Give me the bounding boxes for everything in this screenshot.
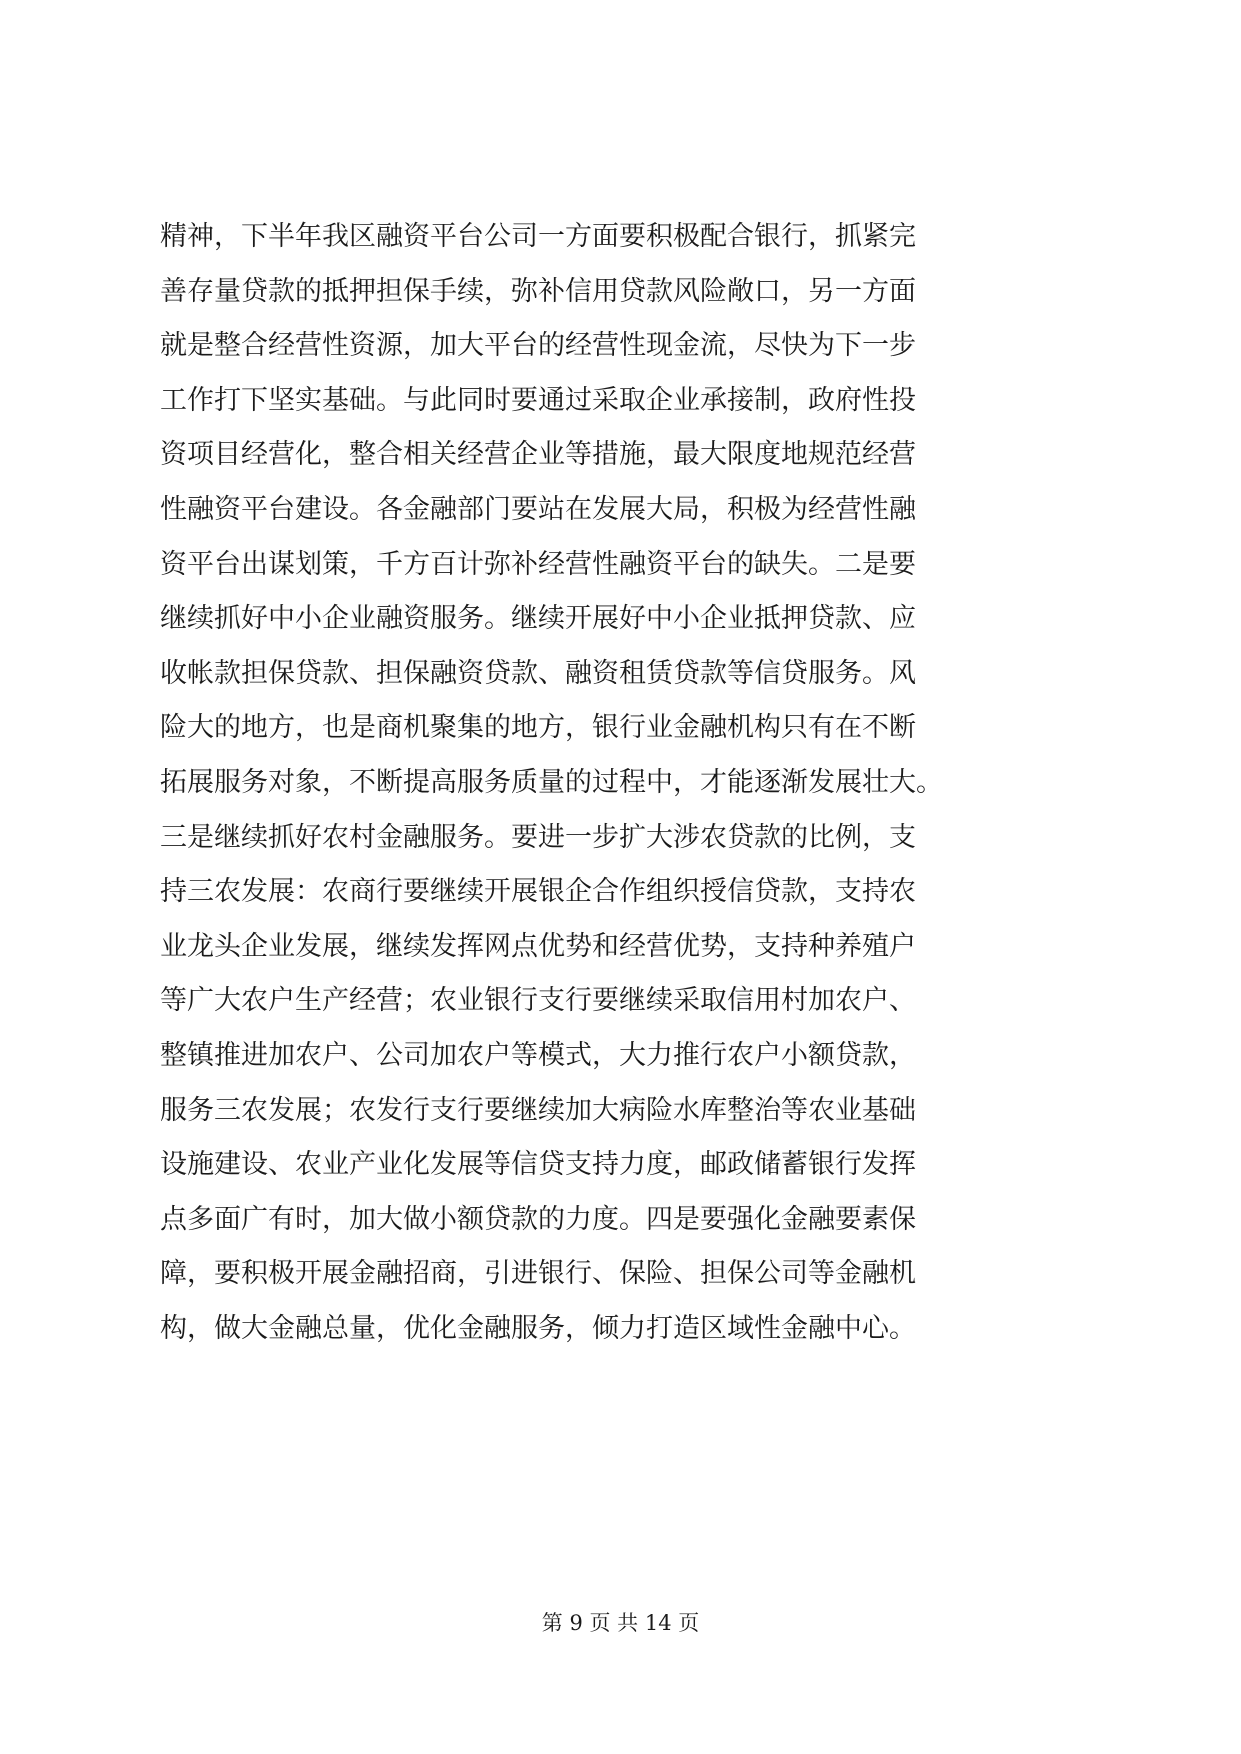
text-line: 工作打下坚实基础。与此同时要通过采取企业承接制，政府性投 xyxy=(160,384,916,416)
text-line: 障，要积极开展金融招商，引进银行、保险、担保公司等金融机 xyxy=(160,1258,916,1290)
page-number-footer: 第 9 页 共 14 页 xyxy=(541,1611,700,1635)
text-line: 点多面广有时，加大做小额贷款的力度。四是要强化金融要素保 xyxy=(160,1203,916,1235)
text-line: 就是整合经营性资源，加大平台的经营性现金流，尽快为下一步 xyxy=(160,330,916,362)
text-line: 三是继续抓好农村金融服务。要进一步扩大涉农贷款的比例，支 xyxy=(160,821,916,853)
text-line: 收帐款担保贷款、担保融资贷款、融资租赁贷款等信贷服务。风 xyxy=(160,657,916,689)
text-line: 构，做大金融总量，优化金融服务，倾力打造区域性金融中心。 xyxy=(160,1312,916,1344)
text-line: 继续抓好中小企业融资服务。继续开展好中小企业抵押贷款、应 xyxy=(160,603,916,635)
text-line: 善存量贷款的抵押担保手续，弥补信用贷款风险敞口，另一方面 xyxy=(160,275,916,307)
text-line: 资平台出谋划策，千方百计弥补经营性融资平台的缺失。二是要 xyxy=(160,548,916,580)
text-line: 服务三农发展；农发行支行要继续加大病险水库整治等农业基础 xyxy=(160,1094,916,1126)
text-line: 精神，下半年我区融资平台公司一方面要积极配合银行，抓紧完 xyxy=(160,221,916,252)
body-paragraph xyxy=(160,210,1100,1356)
text-line: 拓展服务对象，不断提高服务质量的过程中，才能逐渐发展壮大。 xyxy=(160,766,943,798)
text-line: 设施建设、农业产业化发展等信贷支持力度，邮政储蓄银行发挥 xyxy=(160,1149,916,1181)
text-line: 险大的地方，也是商机聚集的地方，银行业金融机构只有在不断 xyxy=(160,712,916,744)
text-line: 整镇推进加农户、公司加农户等模式，大力推行农户小额贷款， xyxy=(160,1039,916,1071)
text-line: 持三农发展：农商行要继续开展银企合作组织授信贷款，支持农 xyxy=(160,876,916,908)
text-line: 资项目经营化，整合相关经营企业等措施，最大限度地规范经营 xyxy=(160,439,916,471)
text-line: 等广大农户生产经营；农业银行支行要继续采取信用村加农户、 xyxy=(160,985,916,1017)
text-line: 业龙头企业发展，继续发挥网点优势和经营优势，支持种养殖户 xyxy=(160,930,916,962)
text-line: 性融资平台建设。各金融部门要站在发展大局，积极为经营性融 xyxy=(160,493,916,525)
